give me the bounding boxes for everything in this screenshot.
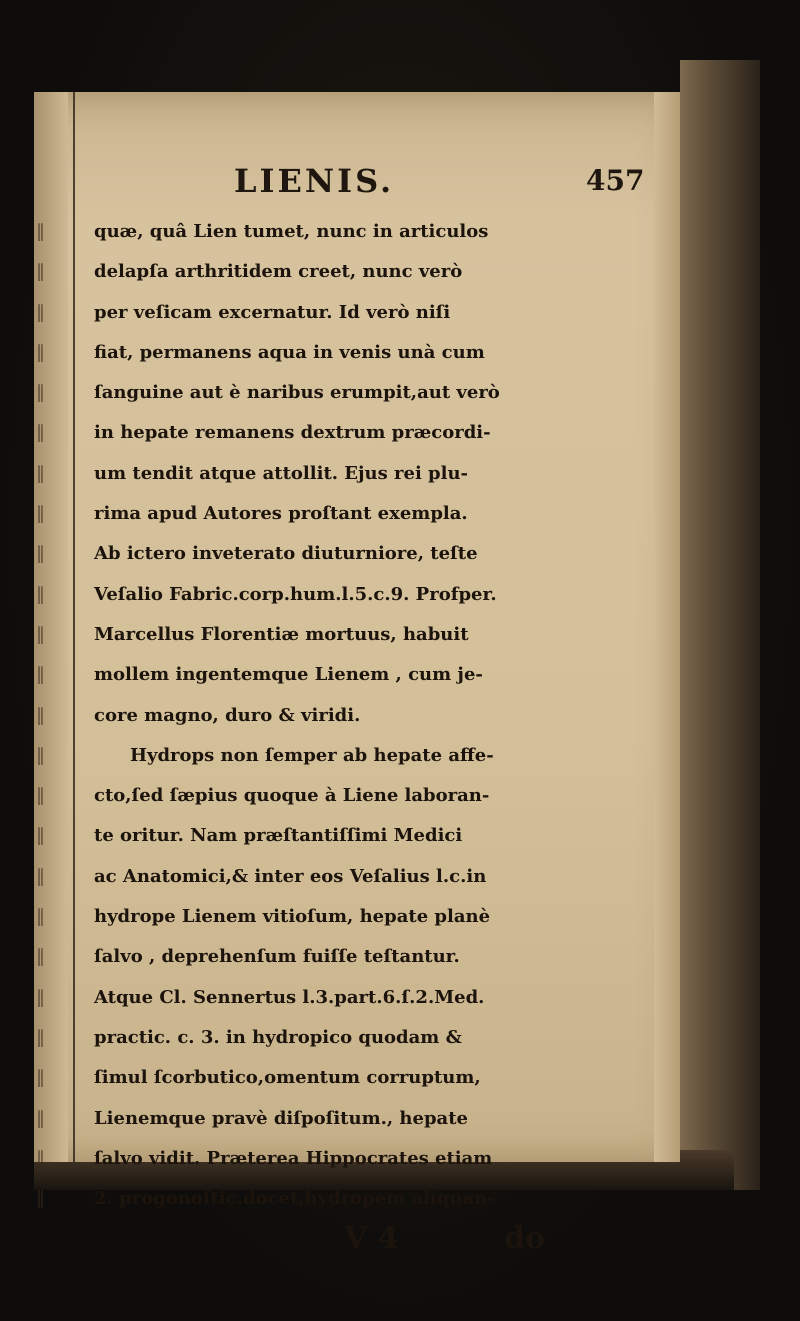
catchword: do <box>504 1221 545 1256</box>
text-line: 2. progonoſtic.docet,hydropem aliquan- <box>94 1188 495 1210</box>
text-line: Atque Cl. Sennertus l.3.part.6.ſ.2.Med. <box>94 986 485 1008</box>
text-line: Ab ictero inveterato diuturniore, teſte <box>94 543 478 565</box>
margin-mark: ‖ <box>36 422 45 444</box>
text-line: rima apud Autores proſtant exempla. <box>94 503 468 525</box>
margin-mark: ‖ <box>36 462 45 484</box>
text-line: Veſalio Fabric.corp.hum.l.5.c.9. Profper. <box>94 583 497 605</box>
text-line: per veſicam excernatur. Id verò niſi <box>94 301 451 323</box>
margin-mark: ‖ <box>36 583 45 605</box>
margin-mark: ‖ <box>36 825 45 847</box>
body-text <box>94 212 654 1219</box>
margin-mark: ‖ <box>36 261 45 283</box>
binding-margin-marks <box>36 212 72 1219</box>
margin-mark: ‖ <box>36 1067 45 1089</box>
margin-mark: ‖ <box>36 1107 45 1129</box>
margin-mark: ‖ <box>36 1147 45 1169</box>
margin-mark: ‖ <box>36 785 45 807</box>
text-line: ac Anatomici,& inter eos Veſalius l.c.in <box>94 865 487 887</box>
margin-mark: ‖ <box>36 946 45 968</box>
text-line: Lienemque pravè diſpoſitum., hepate <box>94 1107 468 1129</box>
text-line: ſanguine aut è naribus erumpit,aut verò <box>94 382 500 404</box>
text-line: Hydrops non ſemper ab hepate affe- <box>130 744 494 766</box>
page-number: 457 <box>586 164 645 197</box>
signature-mark: V 4 <box>344 1221 399 1256</box>
page-outer-edge <box>654 92 680 1162</box>
text-line: te oritur. Nam præſtantiſſimi Medici <box>94 825 463 847</box>
text-line: delapſa arthritidem creet, nunc verò <box>94 261 463 283</box>
margin-mark: ‖ <box>36 301 45 323</box>
margin-mark: ‖ <box>36 221 45 242</box>
page-header <box>34 162 680 202</box>
text-line: um tendit atque attollit. Ejus rei plu- <box>94 462 469 484</box>
underlying-page-stack <box>680 60 760 1190</box>
running-title: LIENIS. <box>234 162 395 200</box>
margin-mark: ‖ <box>36 503 45 525</box>
margin-mark: ‖ <box>36 382 45 404</box>
text-line: in hepate remanens dextrum præcordi- <box>94 422 491 444</box>
text-line: ſalvo vidit. Præterea Hippocrates etiam <box>94 1147 493 1169</box>
binding-rule <box>73 92 75 1162</box>
margin-mark: ‖ <box>36 543 45 565</box>
margin-mark: ‖ <box>36 986 45 1008</box>
text-line: ſalvo , deprehenſum fuiſſe teſtantur. <box>94 946 460 968</box>
text-line: fiat, permanens aqua in venis unà cum <box>94 341 485 363</box>
margin-mark: ‖ <box>36 704 45 726</box>
text-line: hydrope Lienem vitioſum, hepate planè <box>94 906 491 928</box>
margin-mark: ‖ <box>36 744 45 766</box>
text-line: cto,ſed ſæpius quoque à Liene laboran- <box>94 785 490 807</box>
text-line: Marcellus Florentiæ mortuus, habuit <box>94 623 469 645</box>
margin-mark: ‖ <box>36 1188 45 1210</box>
text-line: practic. c. 3. in hydropico quodam & <box>94 1026 462 1048</box>
margin-mark: ‖ <box>36 1026 45 1048</box>
text-line: quæ, quâ Lien tumet, nunc in articulos <box>94 221 489 242</box>
margin-mark: ‖ <box>36 865 45 887</box>
margin-mark: ‖ <box>36 664 45 686</box>
margin-mark: ‖ <box>36 623 45 645</box>
margin-mark: ‖ <box>36 906 45 928</box>
book-page <box>34 92 680 1256</box>
text-line: mollem ingentemque Lienem , cum je- <box>94 664 483 686</box>
margin-mark: ‖ <box>36 341 45 363</box>
text-line: core magno, duro & viridi. <box>94 704 361 726</box>
text-line: ſimul ſcorbutico,omentum corruptum, <box>94 1067 481 1089</box>
